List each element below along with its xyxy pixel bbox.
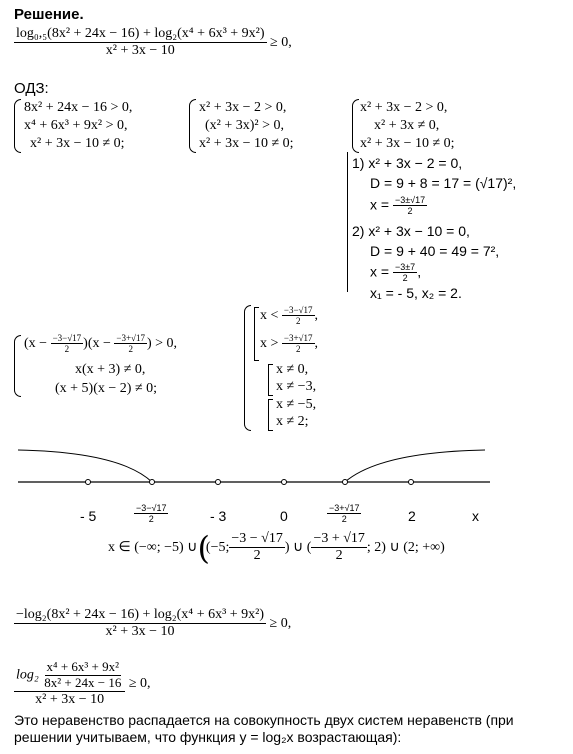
answer-part: x ∈ (−∞; −5) ∪ bbox=[108, 540, 198, 556]
inequality-2-relation: ≥ 0, bbox=[269, 615, 292, 631]
system-4-line-1 bbox=[24, 333, 177, 355]
system-2-line: x² + 3x − 2 > 0, bbox=[199, 100, 287, 115]
odz-label: ОДЗ: bbox=[14, 80, 49, 97]
point-two bbox=[409, 480, 414, 485]
point-root-left bbox=[150, 480, 155, 485]
step-1-discriminant: D = 9 + 8 = 17 = (√17)², bbox=[370, 175, 517, 191]
system-4-fraction-numerator: −3+√17 bbox=[116, 333, 145, 343]
system-4-text: ) > 0, bbox=[146, 336, 178, 352]
axis-label-minus-3: - 3 bbox=[210, 508, 227, 524]
system-1-line: x² + 3x − 10 ≠ 0; bbox=[30, 136, 125, 151]
step-2-root-suffix: , bbox=[417, 263, 422, 280]
system-1-line: 8x² + 24x − 16 > 0, bbox=[24, 100, 133, 115]
inequality-3-numerator bbox=[14, 660, 125, 692]
system-4-text: (x − bbox=[24, 336, 48, 352]
system-2-brace bbox=[189, 99, 196, 153]
system-5-bracket-d bbox=[268, 399, 273, 431]
step-2-root-denominator: 2 bbox=[402, 273, 408, 284]
axis-label-root-left-denominator: 2 bbox=[148, 514, 154, 525]
system-3-line: x² + 3x − 2 > 0, bbox=[360, 100, 448, 115]
system-5-fraction-numerator: −3−√17 bbox=[283, 305, 313, 315]
working-separator bbox=[347, 152, 348, 292]
system-5-line-b bbox=[260, 333, 318, 355]
system-2-line: (x² + 3x)² > 0, bbox=[205, 118, 285, 133]
inequality-1-relation: ≥ 0, bbox=[270, 34, 292, 50]
inequality-3-relation: ≥ 0, bbox=[128, 676, 151, 692]
step-2-root-numerator: −3±7 bbox=[394, 262, 416, 272]
answer-part: ; 2) ∪ (2; +∞) bbox=[366, 540, 445, 556]
step-1-root-numerator: −3±√17 bbox=[394, 195, 426, 205]
axis-label-root-right-numerator: −3+√17 bbox=[329, 503, 360, 513]
inequality-1 bbox=[14, 26, 292, 59]
point-minus-5 bbox=[86, 480, 91, 485]
system-1 bbox=[24, 99, 132, 153]
step-2-roots: x₁ = - 5, x₂ = 2. bbox=[370, 285, 462, 301]
system-5-group-d bbox=[276, 396, 316, 430]
step-2-root bbox=[370, 262, 421, 284]
axis-label-x: x bbox=[472, 508, 479, 524]
system-5-group-c bbox=[276, 361, 316, 395]
system-5-text: x > bbox=[260, 336, 279, 352]
system-3-line: x² + 3x − 10 ≠ 0; bbox=[360, 136, 455, 151]
answer-part: (−5; bbox=[205, 539, 230, 555]
system-4-fraction-numerator: −3−√17 bbox=[52, 333, 82, 343]
text-line-1: Это неравенство распадается на совокупность двух систем неравенств (при bbox=[14, 712, 514, 728]
inequality-2-numerator: −log₂(8x² + 24x − 16) + log₂(x⁴ + 6x³ + 9x²) bbox=[14, 607, 266, 624]
step-2-equation: 2) x² + 3x − 10 = 0, bbox=[352, 223, 470, 239]
heading: Решение. bbox=[14, 6, 84, 23]
axis-label-root-right-denominator: 2 bbox=[341, 514, 347, 525]
system-5-line-d1: x ≠ −5, bbox=[276, 397, 317, 412]
step-1-root-prefix: x = bbox=[370, 196, 390, 213]
inequality-3 bbox=[14, 660, 151, 708]
inequality-3-log: log₂ bbox=[16, 667, 39, 683]
system-5-fraction-numerator: −3+√17 bbox=[283, 333, 313, 343]
system-3-brace bbox=[352, 99, 359, 153]
inequality-3-denominator: x² + 3x − 10 bbox=[35, 691, 105, 707]
step-1-root-denominator: 2 bbox=[407, 206, 413, 217]
system-4-line-3: (x + 5)(x − 2) ≠ 0; bbox=[55, 381, 158, 396]
system-3-line: x² + 3x ≠ 0, bbox=[374, 118, 440, 133]
axis-label-minus-5: - 5 bbox=[80, 508, 97, 524]
answer-part: ) ∪ ( bbox=[284, 540, 312, 556]
system-5-line-c2: x ≠ −3, bbox=[276, 379, 317, 394]
axis-label-root-right bbox=[327, 503, 361, 525]
system-5-text: , bbox=[314, 308, 318, 324]
axis-label-root-left-numerator: −3−√17 bbox=[136, 503, 167, 513]
inequality-2-denominator: x² + 3x − 10 bbox=[105, 624, 175, 640]
system-1-brace bbox=[14, 99, 21, 153]
text-line-2: решении учитываем, что функция у = log₂x возрастающая): bbox=[14, 729, 402, 745]
step-2-discriminant: D = 9 + 40 = 49 = 7², bbox=[370, 243, 500, 259]
answer-fraction-numerator: −3 − √17 bbox=[229, 531, 284, 548]
system-5-text: x < bbox=[260, 308, 279, 324]
step-1-root bbox=[370, 195, 427, 217]
inequality-1-numerator: log₀,₅(8x² + 24x − 16) + log₂(x⁴ + 6x³ + 9x²) bbox=[14, 26, 267, 43]
inequality-3-inner-denominator: 8x² + 24x − 16 bbox=[44, 674, 122, 690]
answer bbox=[108, 528, 445, 567]
sign-curve-right bbox=[345, 450, 485, 482]
point-zero bbox=[282, 480, 287, 485]
answer-fraction-denominator: 2 bbox=[335, 548, 343, 564]
step-2-root-prefix: x = bbox=[370, 263, 390, 280]
point-minus-3 bbox=[216, 480, 221, 485]
axis-label-root-left bbox=[134, 503, 168, 525]
inequality-3-inner-numerator: x⁴ + 6x³ + 9x² bbox=[46, 659, 120, 674]
system-5-line-a bbox=[260, 305, 318, 327]
inequality-2 bbox=[14, 607, 291, 640]
system-4-line-2: x(x + 3) ≠ 0, bbox=[75, 362, 146, 377]
system-4-text: )(x − bbox=[83, 336, 111, 352]
system-4-fraction-denominator: 2 bbox=[128, 344, 133, 355]
point-root-right bbox=[343, 480, 348, 485]
axis-label-zero: 0 bbox=[280, 508, 288, 524]
system-4-fraction-denominator: 2 bbox=[64, 344, 70, 355]
system-5-fraction-denominator: 2 bbox=[295, 316, 301, 327]
system-3 bbox=[360, 99, 455, 153]
answer-fraction-numerator: −3 + √17 bbox=[311, 531, 366, 548]
system-5-fraction-denominator: 2 bbox=[295, 344, 301, 355]
number-line bbox=[0, 440, 573, 500]
step-1-equation: 1) x² + 3x − 2 = 0, bbox=[352, 155, 463, 171]
system-5-text: , bbox=[314, 336, 318, 352]
system-5-bracket-a bbox=[254, 307, 259, 361]
system-5-bracket-c bbox=[268, 364, 273, 396]
system-2 bbox=[199, 99, 294, 153]
axis-label-two: 2 bbox=[408, 508, 416, 524]
system-5-brace bbox=[244, 305, 251, 431]
sign-curve-left bbox=[18, 450, 152, 482]
system-5-line-d2: x ≠ 2; bbox=[276, 414, 309, 429]
answer-paren: ( bbox=[197, 528, 210, 567]
system-4-brace bbox=[14, 335, 21, 397]
system-2-line: x² + 3x − 10 ≠ 0; bbox=[199, 136, 294, 151]
system-1-line: x⁴ + 6x³ + 9x² > 0, bbox=[24, 118, 128, 133]
inequality-1-denominator: x² + 3x − 10 bbox=[105, 43, 175, 59]
answer-fraction-denominator: 2 bbox=[253, 548, 261, 564]
system-5-line-c1: x ≠ 0, bbox=[276, 362, 309, 377]
